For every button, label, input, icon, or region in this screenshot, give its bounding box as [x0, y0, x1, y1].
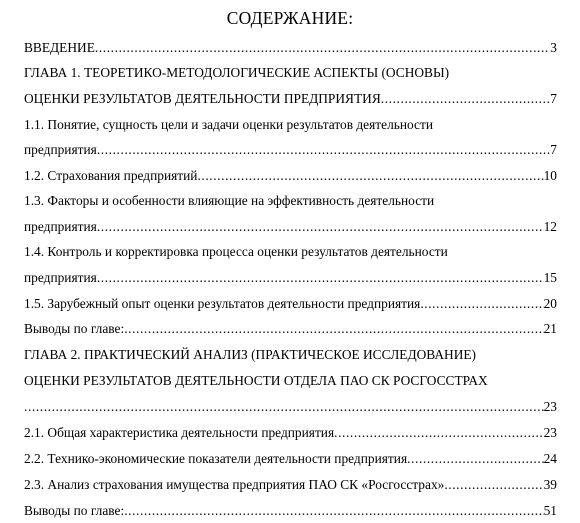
toc-entry	[24, 242, 557, 262]
toc-dot-leader	[444, 475, 543, 495]
toc-dot-leader	[97, 268, 544, 288]
toc-entry	[24, 397, 557, 417]
toc-entry	[24, 475, 557, 495]
toc-dot-leader	[197, 166, 543, 186]
toc-dot-leader	[95, 38, 550, 58]
toc-entry	[24, 371, 557, 391]
toc-entry-text: 1.1. Понятие, сущность цели и задачи оценки результатов деятельности	[24, 117, 434, 132]
toc-page-number: 21	[543, 321, 557, 336]
toc-page-number: 24	[543, 451, 557, 466]
toc-page-number: 10	[543, 168, 557, 183]
toc-entry	[24, 319, 557, 339]
toc-entry	[24, 268, 557, 288]
toc-entry-text: предприятия	[24, 142, 97, 157]
toc-entry	[24, 140, 557, 160]
toc-entry	[24, 449, 557, 469]
toc-entry	[24, 166, 557, 186]
toc-entry-text: предприятия	[24, 219, 97, 234]
toc-page-number: 20	[543, 296, 557, 311]
toc-dot-leader	[124, 501, 543, 521]
toc-entry	[24, 191, 557, 211]
toc-dot-leader	[420, 294, 543, 314]
toc-dot-leader	[97, 140, 550, 160]
toc-entry-text: ВВЕДЕНИЕ	[24, 40, 95, 55]
toc-entry-text: ОЦЕНКИ РЕЗУЛЬТАТОВ ДЕЯТЕЛЬНОСТИ ПРЕДПРИЯТИЯ	[24, 91, 381, 106]
toc-dot-leader	[97, 217, 544, 237]
toc-entry	[24, 63, 557, 83]
toc-entry	[24, 294, 557, 314]
toc-entry-text: 2.1. Общая характеристика деятельности предприятия	[24, 425, 335, 440]
toc-dot-leader	[24, 397, 544, 417]
toc-page-number: 39	[543, 477, 557, 492]
toc-entry-text: ГЛАВА 2. ПРАКТИЧЕСКИЙ АНАЛИЗ (ПРАКТИЧЕСКОЕ ИССЛЕДОВАНИЕ)	[24, 347, 477, 362]
toc-entry-text: 1.3. Факторы и особенности влияющие на эффективность деятельности	[24, 193, 435, 208]
toc-entry	[24, 423, 557, 443]
toc-page-number: 15	[543, 270, 557, 285]
toc-entry-text: предприятия	[24, 270, 97, 285]
toc-page-number: 23	[543, 399, 557, 414]
toc-entry	[24, 345, 557, 365]
toc-page-number: 7	[550, 142, 557, 157]
toc-entry-text: 2.2. Технико-экономические показатели деятельности предприятия	[24, 451, 408, 466]
toc-entry	[24, 501, 557, 521]
toc-entry-text: ГЛАВА 1. ТЕОРЕТИКО-МЕТОДОЛОГИЧЕСКИЕ АСПЕКТЫ (ОСНОВЫ)	[24, 65, 450, 80]
toc-page-number: 7	[550, 91, 557, 106]
toc-dot-leader	[407, 449, 544, 469]
toc-entry	[24, 38, 557, 58]
toc-entry-text: ОЦЕНКИ РЕЗУЛЬТАТОВ ДЕЯТЕЛЬНОСТИ ОТДЕЛА ПАО СК РОСГОССТРАХ	[24, 373, 488, 388]
toc-entry-text: 1.5. Зарубежный опыт оценки результатов деятельности предприятия	[24, 296, 421, 311]
toc-entry-text: Выводы по главе:	[24, 321, 125, 336]
toc-dot-leader	[381, 89, 551, 109]
toc-page-number: 3	[550, 40, 557, 55]
toc-entry-text: 1.4. Контроль и корректировка процесса оценки результатов деятельности	[24, 244, 448, 259]
toc-entry-text: 2.3. Анализ страхования имущества предприятия ПАО СК «Росгосстрах»	[24, 477, 445, 492]
toc-page-number: 12	[543, 219, 557, 234]
toc-page-number: 51	[543, 503, 557, 518]
toc-entry-text: 1.2. Страхования предприятий	[24, 168, 198, 183]
toc-dot-leader	[124, 319, 543, 339]
toc-dot-leader	[334, 423, 543, 443]
toc-entry	[24, 89, 557, 109]
toc-page-number: 23	[543, 425, 557, 440]
toc-entry	[24, 217, 557, 237]
toc-entry	[24, 115, 557, 135]
toc-entry-text: Выводы по главе:	[24, 503, 125, 518]
toc-title: СОДЕРЖАНИЕ:	[226, 8, 354, 28]
